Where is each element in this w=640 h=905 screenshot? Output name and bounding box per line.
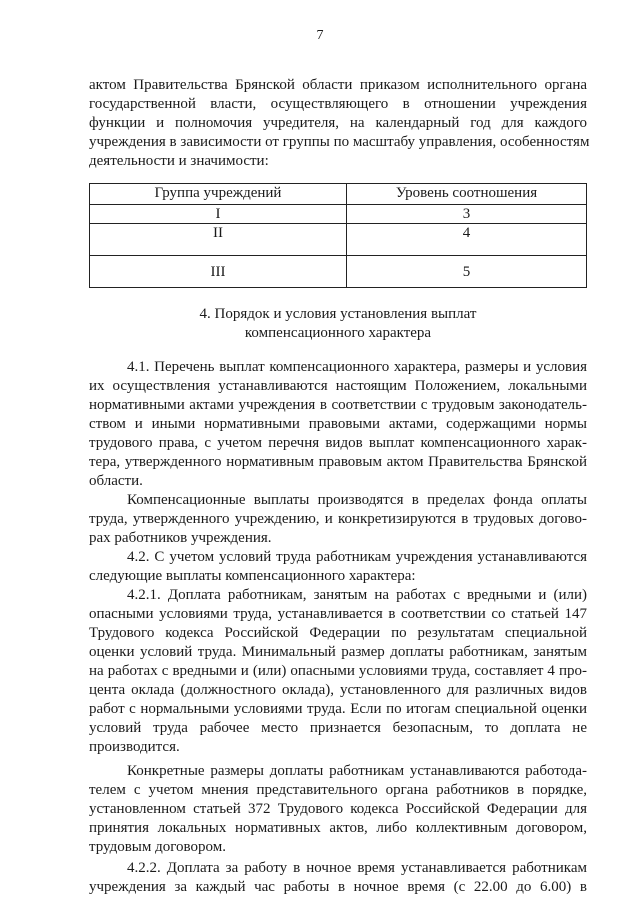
table-cell-group: I — [90, 205, 347, 224]
intro-line: учреждения в зависимости от группы по масштабу управления, особенностям — [89, 134, 590, 150]
body-line: на работах с вредными и (или) опасными условиями труда, составляет 4 про- — [89, 663, 587, 679]
table-cell-level: 5 — [347, 256, 587, 288]
body-line: тера, утвержденного нормативным правовым актом Правительства Брянской — [89, 454, 587, 470]
body-line: области. — [89, 473, 143, 489]
body-line: принятия локальных нормативных актов, либо коллективным договором, — [89, 820, 587, 836]
section-title: 4. Порядок и условия установления выплат — [199, 306, 477, 322]
table-row — [90, 224, 587, 256]
body-line: работ с нормальными условиями труда. Если по итогам специальной оценки — [89, 701, 587, 717]
table-cell-group: II — [90, 224, 347, 256]
body-line: нормативными актами учреждения в соответствии с трудовым законодатель- — [89, 397, 587, 413]
body-line: производится. — [89, 739, 180, 755]
body-line: 4.2.2. Доплата за работу в ночное время устанавливается работникам — [127, 860, 587, 876]
body-line: рах работников учреждения. — [89, 530, 272, 546]
intro-line: государственной власти, осуществляющего в отношении учреждения — [89, 96, 587, 112]
table-cell-group: III — [90, 256, 347, 288]
section-title: компенсационного характера — [244, 325, 432, 341]
table-row — [90, 256, 587, 288]
page-number: 7 — [316, 28, 324, 43]
body-line: телем с учетом мнения представительного органа работников в порядке, — [89, 782, 587, 798]
body-line: 4.2.1. Доплата работникам, занятым на работах с вредными и (или) — [127, 587, 587, 603]
body-line: трудового права, с учетом перечня видов выплат компенсационного харак- — [89, 435, 587, 451]
body-line: следующие выплаты компенсационного характера: — [89, 568, 416, 584]
body-line: учреждения за каждый час работы в ночное время (с 22.00 до 6.00) в — [89, 879, 587, 895]
ratio-table — [89, 183, 587, 288]
table-row — [90, 205, 587, 224]
intro-line: актом Правительства Брянской области приказом исполнительного органа — [89, 77, 587, 93]
table-header-group: Группа учреждений — [90, 184, 347, 205]
table-cell-level: 4 — [347, 224, 587, 256]
body-line: 4.1. Перечень выплат компенсационного характера, размеры и условия — [127, 359, 587, 375]
body-line: опасными условиями труда, устанавливается в соответствии со статьей 147 — [89, 606, 587, 622]
table-header-row — [90, 184, 587, 205]
body-line: цента оклада (должностного оклада), установленного для различных видов — [89, 682, 587, 698]
body-line: условий труда рабочее место признается безопасным, то доплата не — [89, 720, 587, 736]
intro-line: деятельности и значимости: — [89, 153, 269, 169]
intro-line: функции и полномочия учредителя, на календарный год для каждого — [89, 115, 587, 131]
body-line: Конкретные размеры доплаты работникам устанавливаются работода- — [127, 763, 587, 779]
table-cell-level: 3 — [347, 205, 587, 224]
body-line: установленном статьей 372 Трудового кодекса Российской Федерации для — [89, 801, 587, 817]
table-header-level: Уровень соотношения — [347, 184, 587, 205]
body-line: их осуществления устанавливаются настоящим Положением, локальными — [89, 378, 587, 394]
body-line: Трудового кодекса Российской Федерации по результатам специальной — [89, 625, 587, 641]
body-line: труда, утвержденного учреждению, и конкретизируются в трудовых догово- — [89, 511, 587, 527]
body-line: ством и иными нормативными правовыми актами, содержащими нормы — [89, 416, 587, 432]
body-line: 4.2. С учетом условий труда работникам учреждения устанавливаются — [127, 549, 587, 565]
body-line: трудовым договором. — [89, 839, 226, 855]
body-line: Компенсационные выплаты производятся в пределах фонда оплаты — [127, 492, 587, 508]
body-line: оценки условий труда. Минимальный размер доплаты работникам, занятым — [89, 644, 587, 660]
